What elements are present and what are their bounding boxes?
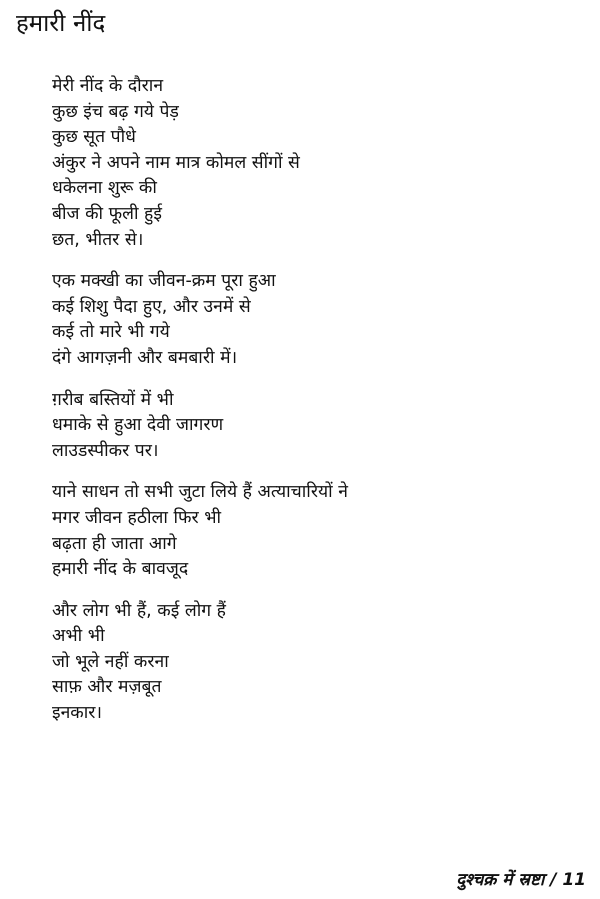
- poem-line: साफ़ और मज़बूत: [52, 677, 162, 698]
- poem-line: दंगे आगज़नी और बमबारी में।: [52, 347, 238, 368]
- poem-line: हमारी नींद के बावजूद: [52, 559, 189, 580]
- poem-line: कई तो मारे भी गये: [52, 322, 170, 343]
- stanza: [52, 74, 582, 253]
- stanza: [52, 388, 582, 465]
- page-footer: दुश्चक्र में स्रष्टा / 11: [456, 870, 586, 890]
- poem-title: हमारी नींद: [16, 9, 106, 37]
- poem-line: और लोग भी हैं, कई लोग हैं: [52, 600, 226, 621]
- poem-line: बढ़ता ही जाता आगे: [52, 533, 177, 554]
- poem-line: बीज की फूली हुई: [52, 203, 162, 224]
- poem-line: कुछ इंच बढ़ गये पेड़: [52, 101, 179, 122]
- poem-body: [52, 74, 582, 743]
- stanza: [52, 269, 582, 371]
- poem-line: धमाके से हुआ देवी जागरण: [52, 415, 224, 436]
- poem-line: जो भूले नहीं करना: [52, 651, 169, 672]
- poem-line: मगर जीवन हठीला फिर भी: [52, 507, 222, 528]
- poem-line: अभी भी: [52, 626, 105, 647]
- poem-line: कुछ सूत पौधे: [52, 127, 136, 148]
- stanza: [52, 599, 582, 727]
- poem-line: मेरी नींद के दौरान: [52, 76, 164, 96]
- poem-line: याने साधन तो सभी जुटा लिये हैं अत्याचारियों ने: [52, 482, 348, 503]
- poem-line: धकेलना शुरू की: [52, 178, 157, 199]
- poem-line: एक मक्खी का जीवन-क्रम पूरा हुआ: [52, 271, 276, 292]
- poem-line: इनकार।: [52, 703, 103, 724]
- poem-line: ग़रीब बस्तियों में भी: [52, 389, 174, 410]
- poem-line: अंकुर ने अपने नाम मात्र कोमल सींगों से: [52, 152, 300, 173]
- poem-line: कई शिशु पैदा हुए, और उनमें से: [52, 296, 251, 317]
- poem-line: छत, भीतर से।: [52, 229, 144, 250]
- poem-line: लाउडस्पीकर पर।: [52, 440, 159, 461]
- stanza: [52, 480, 582, 582]
